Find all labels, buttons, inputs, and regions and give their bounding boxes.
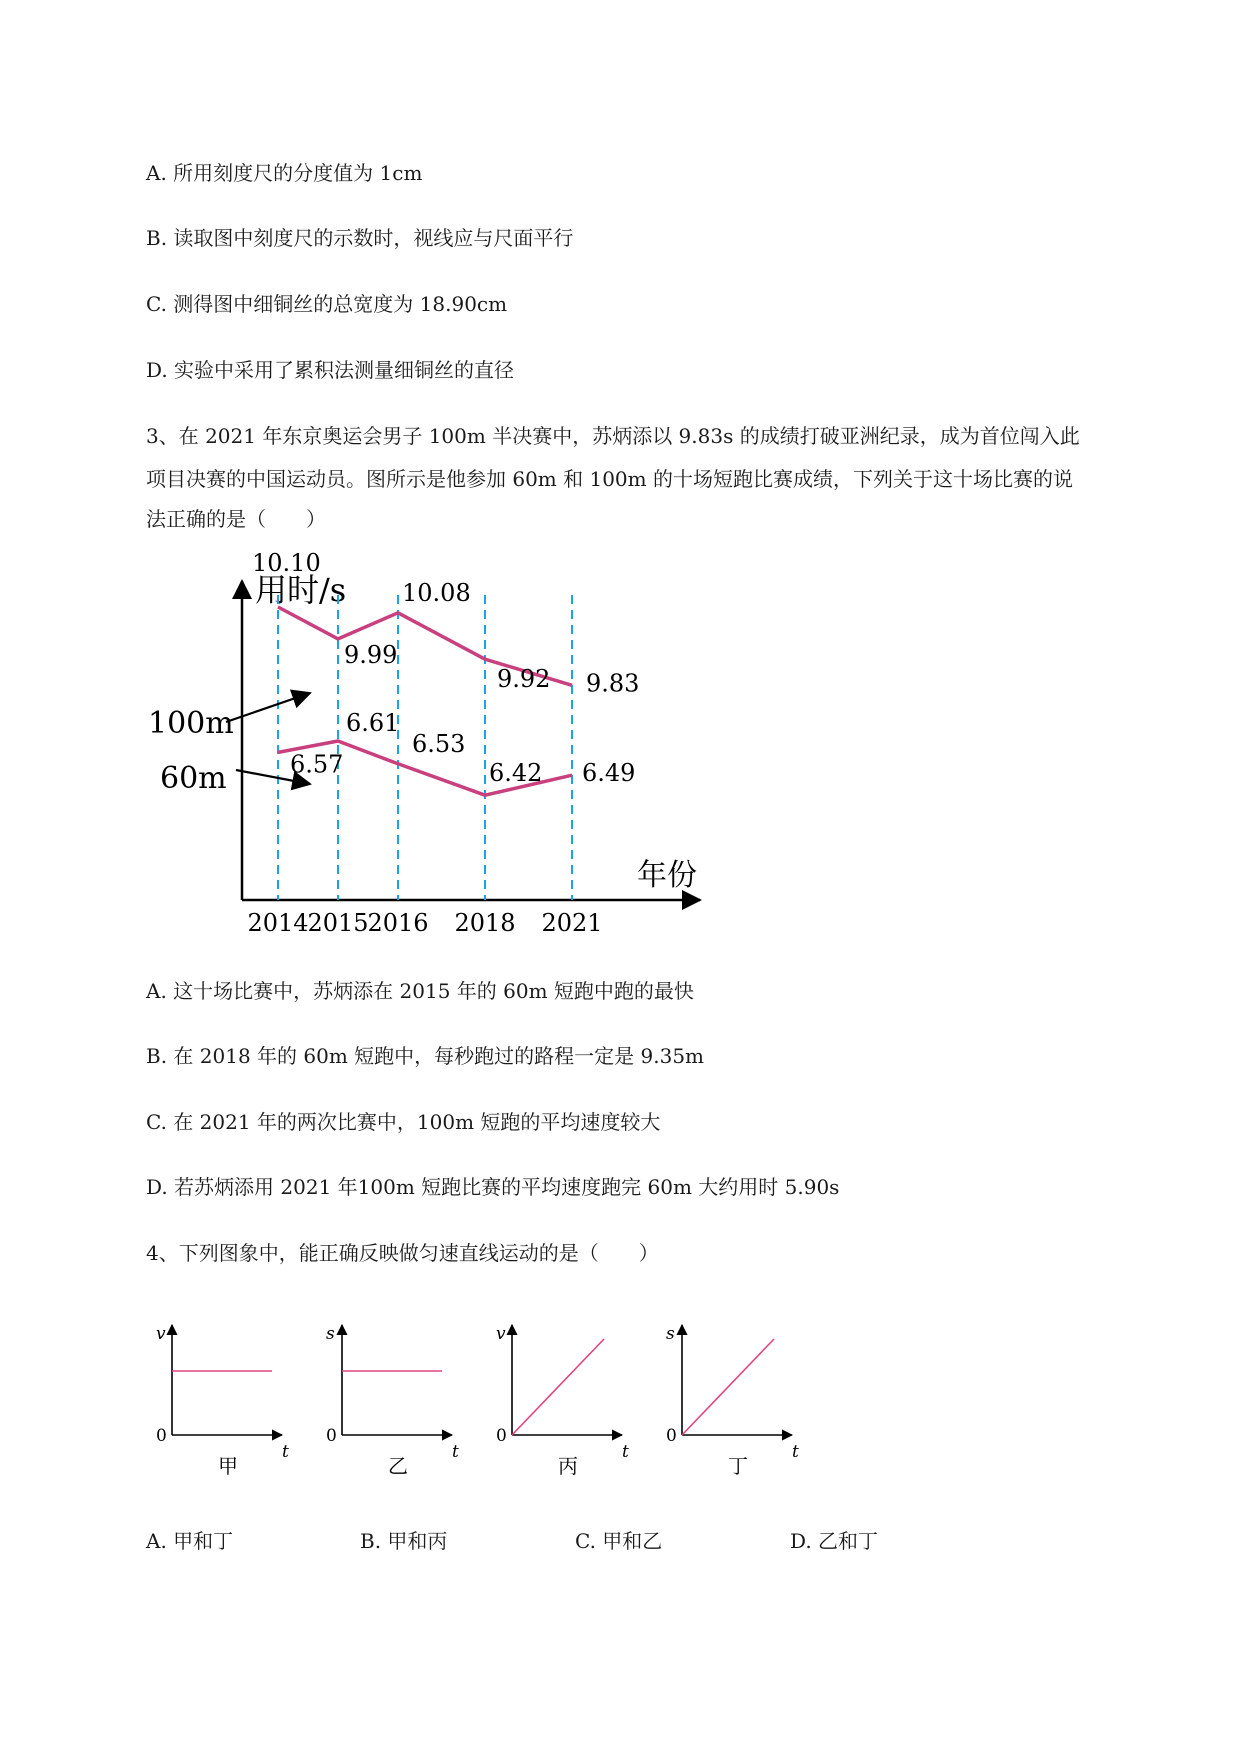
series-label-60m: 60m xyxy=(160,761,227,796)
q3-option-b: B. 在 2018 年的 60m 短跑中，每秒跑过的路程一定是 9.35m xyxy=(146,1044,705,1068)
data-label-60m-2015: 6.61 xyxy=(346,709,400,737)
graph-origin-label: 0 xyxy=(326,1426,337,1446)
q2-option-a: A. 所用刻度尺的分度值为 1cm xyxy=(146,161,423,185)
graph-caption: 甲 xyxy=(218,1454,238,1478)
graph-y-label: v xyxy=(496,1324,506,1344)
x-tick-label: 2021 xyxy=(541,909,603,937)
q4-stem: 4、下列图象中，能正确反映做匀速直线运动的是（ ） xyxy=(146,1241,659,1265)
motion-graphs xyxy=(140,1295,860,1480)
q2-option-d: D. 实验中采用了累积法测量细铜丝的直径 xyxy=(146,358,515,382)
graph-乙 xyxy=(326,1324,459,1478)
q3-option-d: D. 若苏炳添用 2021 年100m 短跑比赛的平均速度跑完 60m 大约用时 5.90s xyxy=(146,1175,840,1199)
data-label-60m-2016: 6.53 xyxy=(412,729,466,758)
graph-丙 xyxy=(496,1324,629,1478)
series-label-100m: 100m xyxy=(148,706,234,741)
graph-plot-line xyxy=(682,1339,774,1435)
q4-option-c: C. 甲和乙 xyxy=(575,1529,663,1553)
graph-x-label: t xyxy=(792,1442,799,1462)
q2-option-b: B. 读取图中刻度尺的示数时，视线应与尺面平行 xyxy=(146,226,574,250)
data-label-60m-2021: 6.49 xyxy=(582,759,636,788)
data-label-100m-2016: 10.08 xyxy=(402,578,471,607)
graph-plot-line xyxy=(512,1339,604,1435)
data-label-100m-2021: 9.83 xyxy=(586,669,640,698)
graph-y-label: v xyxy=(156,1324,166,1344)
x-tick-label: 2015 xyxy=(307,909,369,937)
graph-甲 xyxy=(156,1324,289,1478)
graph-origin-label: 0 xyxy=(666,1426,677,1446)
data-label-60m-2014: 6.57 xyxy=(290,750,344,779)
graph-y-label: s xyxy=(326,1324,335,1344)
graph-x-label: t xyxy=(622,1442,629,1462)
q3-option-a: A. 这十场比赛中，苏炳添在 2015 年的 60m 短跑中跑的最快 xyxy=(146,979,694,1003)
graph-x-label: t xyxy=(452,1442,459,1462)
graph-丁 xyxy=(666,1324,799,1478)
graph-y-label: s xyxy=(666,1324,675,1344)
q4-option-b: B. 甲和丙 xyxy=(360,1529,448,1553)
x-tick-label: 2014 xyxy=(247,909,309,937)
y-axis-label: 用时/s xyxy=(255,571,347,609)
q3-stem-line-3: 法正确的是（ ） xyxy=(146,507,326,531)
graph-caption: 乙 xyxy=(388,1454,408,1478)
x-tick-label: 2018 xyxy=(454,909,516,937)
graph-caption: 丁 xyxy=(728,1454,748,1478)
x-axis-label: 年份 xyxy=(637,858,697,893)
q3-option-c: C. 在 2021 年的两次比赛中，100m 短跑的平均速度较大 xyxy=(146,1110,661,1134)
graph-x-label: t xyxy=(282,1442,289,1462)
sprint-times-chart xyxy=(140,549,740,950)
graph-caption: 丙 xyxy=(558,1454,578,1478)
q3-stem-line-2: 项目决赛的中国运动员。图所示是他参加 60m 和 100m 的十场短跑比赛成绩，下列关于这十场比赛的说 xyxy=(146,467,1073,491)
data-label-100m-2018: 9.92 xyxy=(497,665,551,694)
data-label-100m-2014: 10.10 xyxy=(252,549,321,577)
pointer-arrow-100m xyxy=(226,693,310,722)
q3-stem-line-1: 3、在 2021 年东京奥运会男子 100m 半决赛中，苏炳添以 9.83s 的成绩打破亚洲纪录，成为首位闯入此 xyxy=(146,424,1080,448)
data-label-100m-2015: 9.99 xyxy=(344,640,398,669)
graph-origin-label: 0 xyxy=(496,1426,507,1446)
q4-option-a: A. 甲和丁 xyxy=(146,1529,234,1553)
graph-origin-label: 0 xyxy=(156,1426,167,1446)
data-label-60m-2018: 6.42 xyxy=(489,759,543,788)
q2-option-c: C. 测得图中细铜丝的总宽度为 18.90cm xyxy=(146,292,508,316)
q4-option-d: D. 乙和丁 xyxy=(790,1529,879,1553)
x-tick-label: 2016 xyxy=(367,909,429,937)
